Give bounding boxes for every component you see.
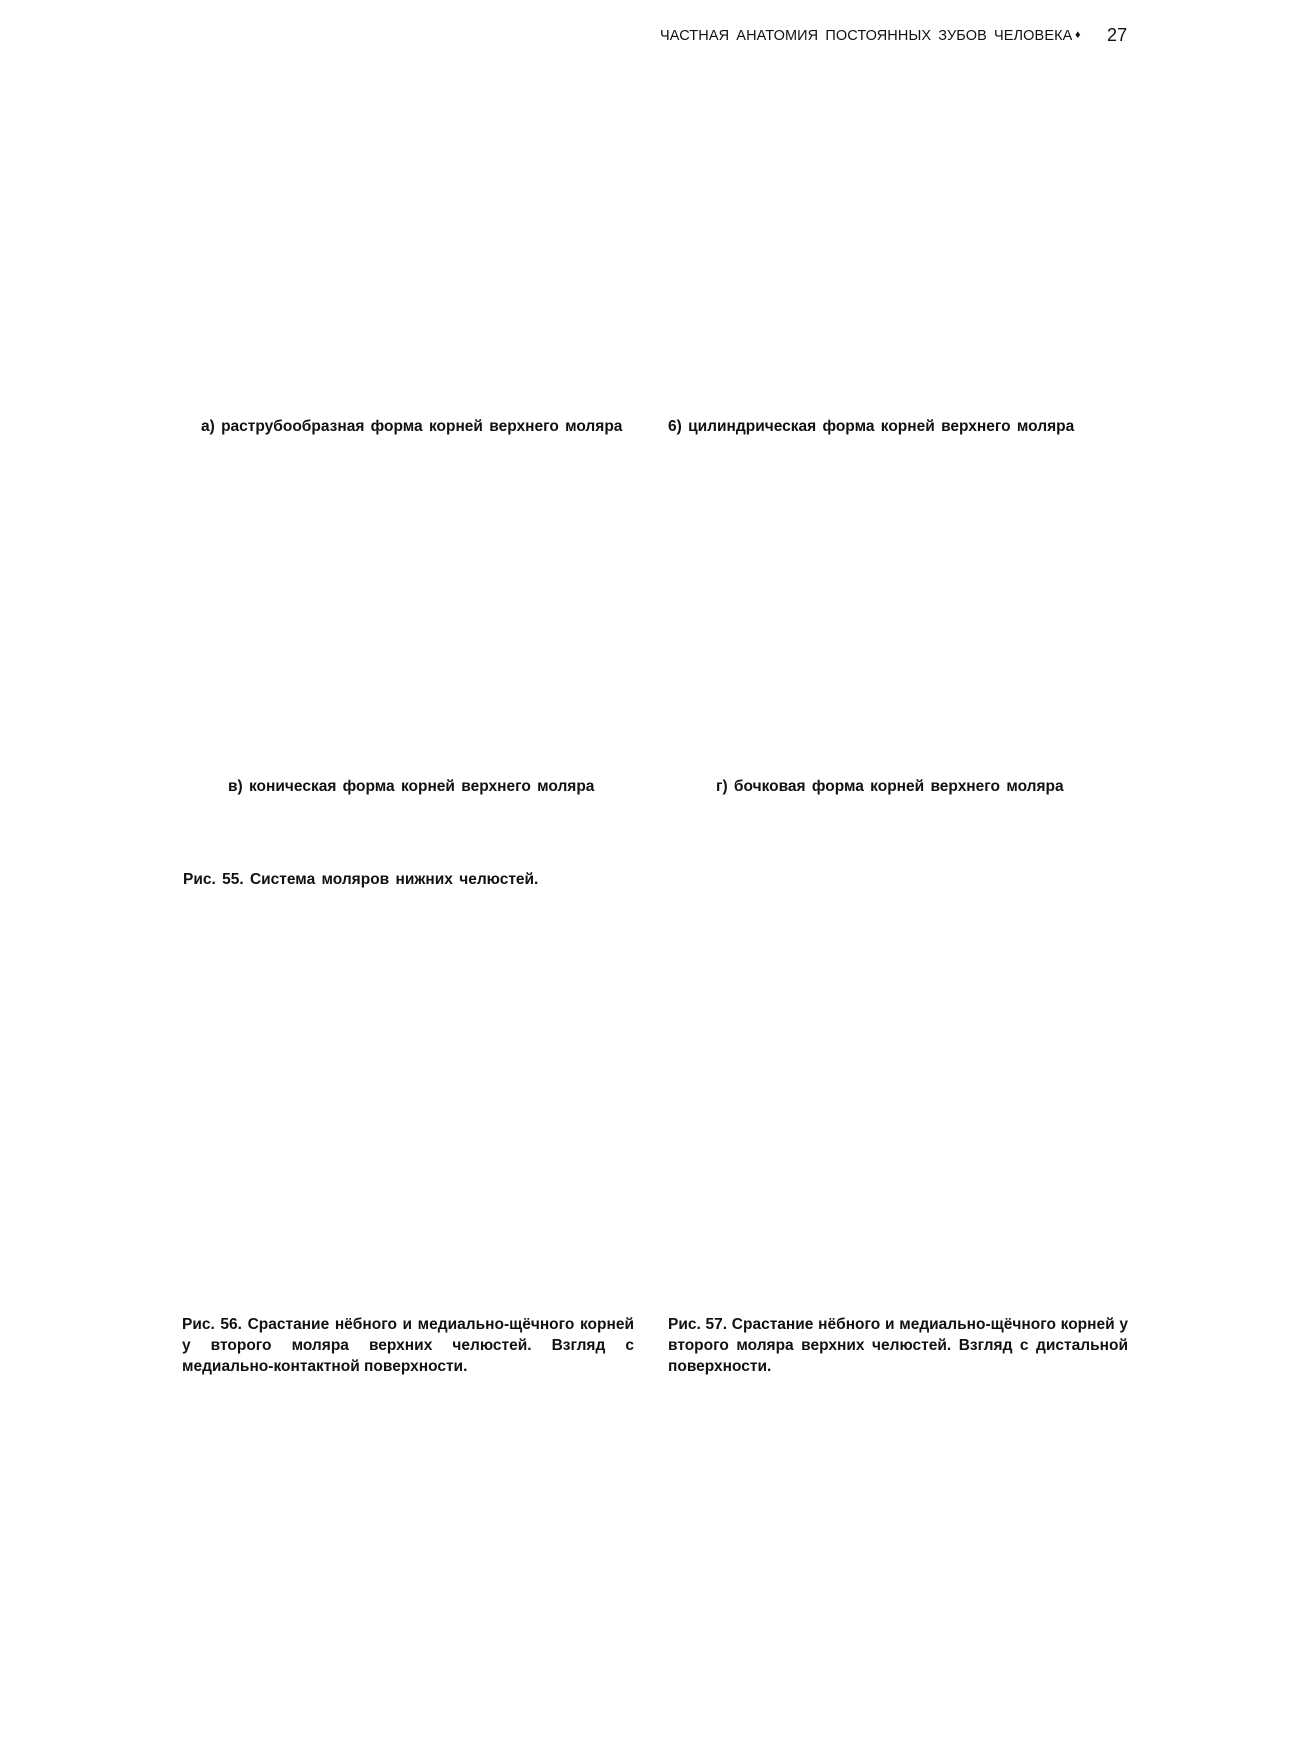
figure-56-image	[182, 910, 634, 1305]
running-header	[650, 26, 1130, 48]
figure-55-panel-d-image	[665, 450, 1105, 770]
figure-55-panel-a-image	[180, 70, 620, 400]
figure-55-panel-b-image	[665, 70, 1105, 400]
figure-57-image	[668, 910, 1128, 1305]
page-number: 27	[1107, 25, 1128, 45]
figure-55-caption: Рис. 55. Система моляров нижних челюстей.	[183, 871, 539, 888]
figure-57-caption: Рис. 57. Срастание нёбного и медиально-щёчного корней у второго моляра верхних челюстей. Взгляд с дистальной поверхности.	[668, 1316, 1128, 1375]
figure-55-panel-d-caption: г) бочковая форма корней верхнего моляра	[716, 778, 1064, 795]
figure-55-panel-b-caption: 6) цилиндрическая форма корней верхнего моляра	[668, 418, 1075, 435]
figure-55-panel-a-caption: а) раструбообразная форма корней верхнего моляра	[201, 418, 623, 435]
diamond-separator-icon: ♦	[1075, 29, 1081, 41]
running-header-title: ЧАСТНАЯ АНАТОМИЯ ПОСТОЯННЫХ ЗУБОВ ЧЕЛОВЕКА	[660, 28, 1073, 44]
figure-55-panel-c-image	[180, 450, 620, 770]
figure-56-caption: Рис. 56. Срастание нёбного и медиально-щёчного корней у второго моляра верхних челюстей. Взгляд с медиально-контактной поверхности.	[182, 1316, 634, 1375]
figure-55-panel-c-caption: в) коническая форма корней верхнего моляра	[228, 778, 595, 795]
